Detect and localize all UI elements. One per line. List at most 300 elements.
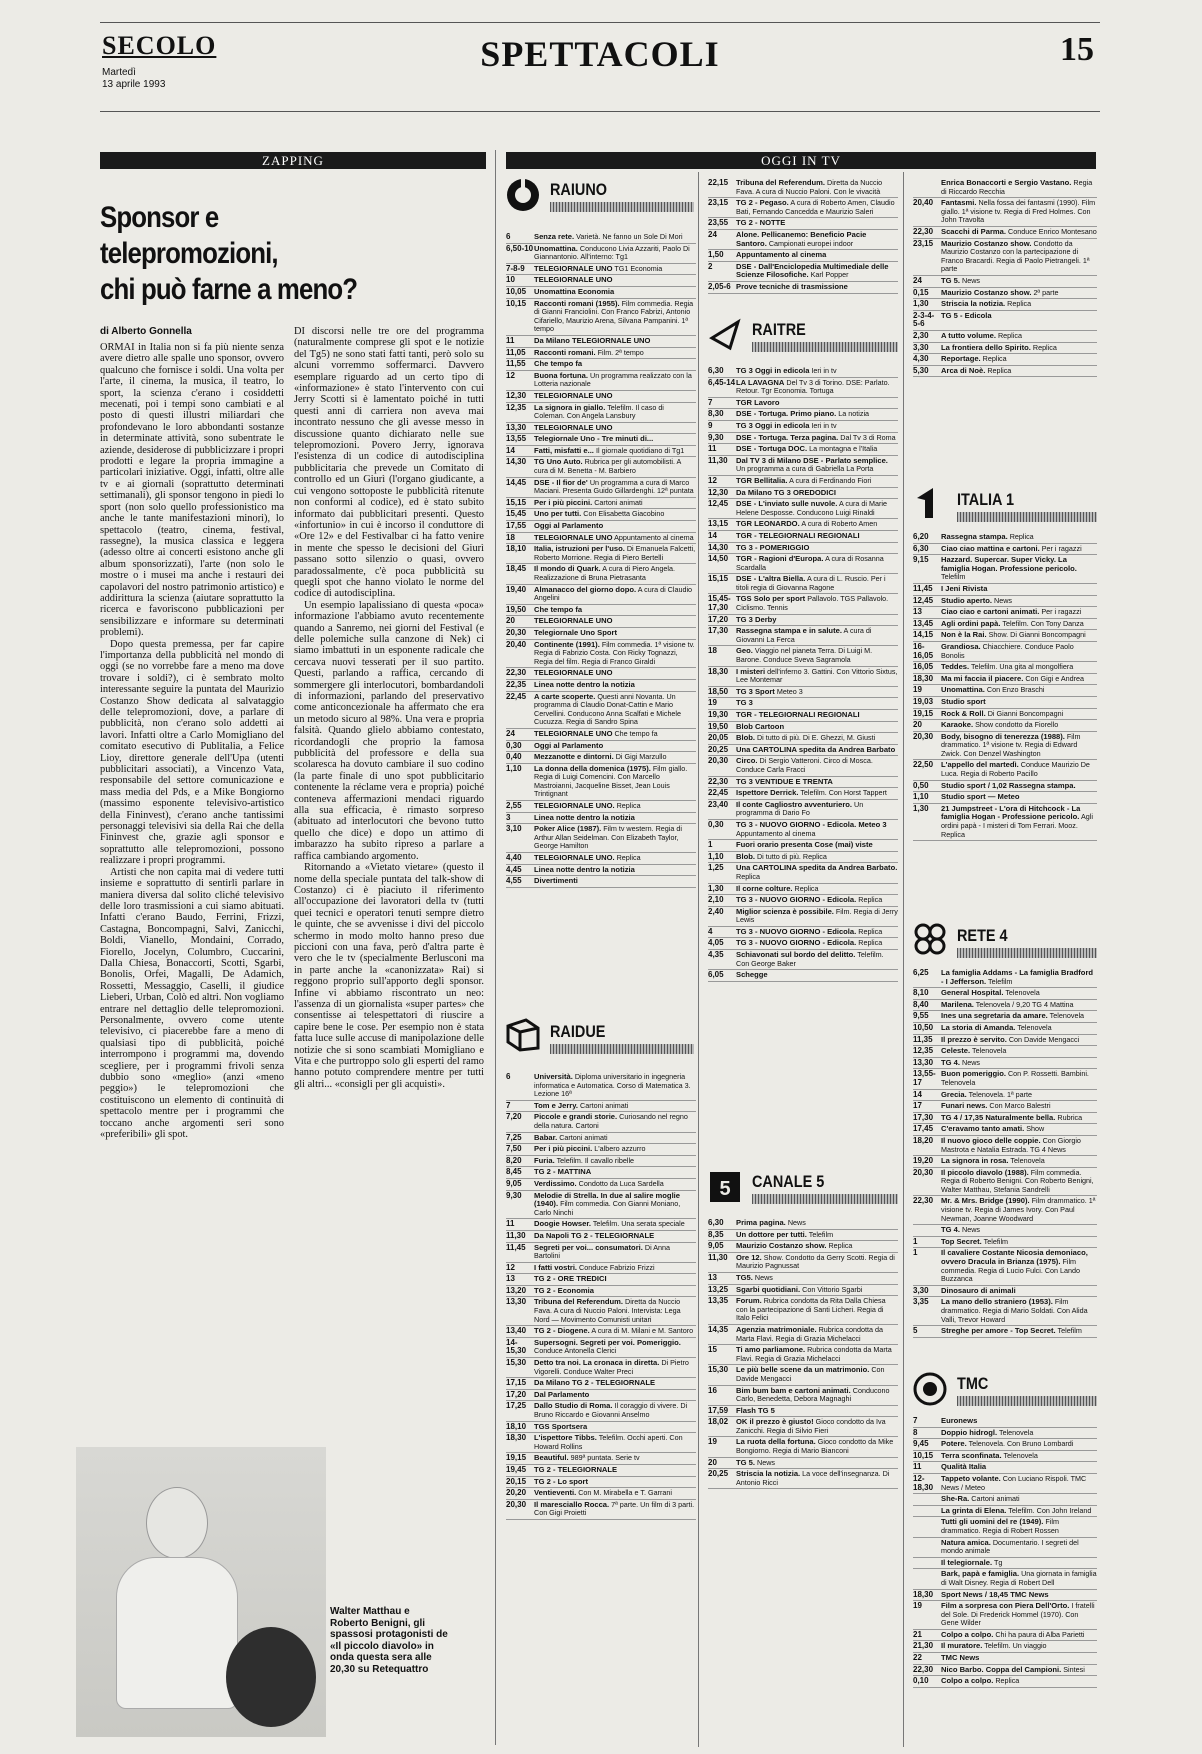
program-title: DSE - Il fior de' [534, 477, 590, 487]
program-title: La signora in giallo. [534, 402, 606, 412]
program-listing [506, 391, 696, 403]
program-info [736, 746, 898, 755]
program-info [534, 1379, 696, 1388]
program-listing [506, 1488, 696, 1500]
program-title: Ciao ciao mattina e cartoni. [941, 543, 1040, 553]
program-description: Nella fossa dei fantasmi (1990). Film giallo. 1ª visione tv. Regia di Fred Holmes. Con John Travolta [941, 198, 1096, 225]
program-time: 19 [913, 1601, 922, 1611]
program-title: Qualità Italia [941, 1462, 987, 1472]
program-listing [913, 1011, 1097, 1023]
program-title: Segreti per voi... consumatori. [534, 1242, 643, 1252]
program-info [941, 969, 1097, 986]
program-title: Terra sconfinata. [941, 1450, 1002, 1460]
program-info [534, 617, 696, 626]
program-description: La voce dell'insegnanza. Di Antonio Ricci [736, 1469, 890, 1487]
program-title: Doppio hidrogl. [941, 1427, 998, 1437]
program-title: Linea notte dentro la notizia [534, 864, 635, 874]
program-title: Schiavonati sul bordo del delitto. [736, 950, 856, 960]
program-listing [708, 378, 898, 398]
program-listing [708, 884, 898, 896]
program-listing [708, 1230, 898, 1242]
program-title: DSE - Dall'Enciclopedia Multimediale delle Scienze Filosofiche. [736, 261, 889, 280]
program-info [736, 477, 898, 486]
headline-line-2: chi può farne a meno? [100, 273, 358, 306]
program-time: 19,50 [506, 604, 527, 614]
program-time: 23,55 [708, 218, 729, 228]
program-time: 1,10 [913, 792, 929, 802]
program-description: Telefilm. Con John Ireland [1008, 1505, 1092, 1515]
program-listing [913, 1641, 1097, 1653]
program-listing [708, 499, 898, 519]
program-listing [913, 1196, 1097, 1225]
program-listing [708, 777, 898, 789]
program-description: Cartoni animati [559, 1132, 608, 1142]
program-info [941, 1001, 1097, 1010]
program-title: La donna della domenica (1975). [534, 763, 651, 773]
article-paragraph: ORMAI in Italia non si fa più niente senza avere dietro alle spalle uno sponsor, ovvero qualcuno che fornisce i soldi. Una volta per l'arte, il cinema, la musica, il teatro, lo sport, la scienza c'erano i cosiddetti mecenati, poi i tempi sono cambiati e al posto di questi illustri miliardari che profondevano le loro abbondanti sostanze in determinate attività, sono subentrate le aziende, desiderose di pubblicizzare i propri prodotti e legare la propria immagine a particolari iniziative. Oggi, infatti, oltre alle tv e ai giornali (soprattutto determinati settimanali), gli sponsor tengono in piedi lo sport (non solo quello professionistico ma anche le tante manifestazioni minori), lo spettacolo (teatro, cinema, festival, rassegne), la musica classica e leggera (adesso oltre ai concerti esistono anche gli album sponsorizzati), l'arte (non solo le mostre o i musei ma anche i restauri dei capolavori del nostro patrimonio artistico) e addirittura la scienza (aiutare soprattutto la ricerca e favoriscono pubblicazioni per sensibilizzare e informare su determinati problemi). [100, 342, 284, 639]
program-time: 15,45 [506, 509, 527, 519]
program-info [534, 802, 696, 811]
program-info [736, 896, 898, 905]
program-time: 20,05 [708, 733, 729, 743]
program-time: 10,50 [913, 1022, 934, 1032]
program-listing [708, 1345, 898, 1365]
program-description: Film commedia. Con Gianni Moniano, Carlo Ninchi [534, 1199, 681, 1217]
program-time: 4,30 [913, 354, 929, 364]
program-description: Telefilm [1057, 1326, 1082, 1336]
program-listing [506, 680, 696, 692]
program-title: Marilena. [941, 999, 974, 1009]
program-description: Telenovela / 9,20 TG 4 Mattina [975, 999, 1074, 1009]
program-time: 7,25 [506, 1132, 522, 1142]
program-title: TG 4. [941, 1057, 960, 1067]
program-time: 20,30 [913, 731, 934, 741]
program-time: 4,45 [506, 864, 522, 874]
program-info [941, 1654, 1097, 1663]
program-time: 19,15 [913, 708, 934, 718]
program-title: Poker Alice (1987). [534, 824, 602, 834]
program-listing [708, 262, 898, 282]
program-description: Tg [993, 1557, 1003, 1567]
program-description: Replica [995, 1676, 1020, 1686]
program-title: General Hospital. [941, 988, 1004, 998]
program-listing [913, 968, 1097, 988]
program-title: Blob. [736, 733, 755, 743]
program-description: Replica [858, 938, 883, 948]
program-description: Appuntamento al cinema [736, 828, 816, 838]
program-description: Rubrica condotta da Rita Dalla Chiesa con la partecipazione di Santi Licheri. Regia di Italo Felici [736, 1296, 886, 1323]
program-title: Fatti, misfatti e... [534, 445, 597, 455]
program-listing [506, 533, 696, 545]
program-listing [506, 1297, 696, 1326]
program-title: Funari news. [941, 1101, 988, 1111]
program-info [534, 606, 696, 615]
program-info [534, 1244, 696, 1261]
program-time: 6,25 [913, 968, 929, 977]
program-time: 14,50 [708, 554, 729, 564]
program-description: Film drammatico. Regia di Mario Soldati. Con Alida Valli, Trevor Howard [941, 1297, 1088, 1324]
program-time: 15,30 [506, 1358, 527, 1368]
program-time: 13,30 [506, 1297, 527, 1307]
channel-stripe [550, 202, 694, 212]
program-time: 3,30 [913, 342, 929, 352]
program-info [736, 595, 898, 612]
program-info [534, 854, 696, 863]
program-description: Il giornale quotidiano di Tg1 [596, 445, 685, 455]
program-info [941, 1249, 1097, 1283]
program-info [941, 1102, 1097, 1111]
program-listing [913, 1113, 1097, 1125]
column-divider [698, 172, 699, 1747]
program-info [534, 629, 696, 638]
program-info [941, 805, 1097, 839]
program-info [534, 522, 696, 531]
program-description: Film tv western. Regia di Arthur Allan Seidelman. Con Elizabeth Taylor, George Hamilton [534, 824, 682, 851]
program-info [941, 1238, 1097, 1247]
program-description: Show [1026, 1124, 1045, 1134]
program-description: Sintesi [1063, 1664, 1085, 1674]
program-info [736, 711, 898, 720]
program-title: TELEGIORNALE UNO [534, 668, 613, 678]
program-listing [506, 359, 696, 371]
program-info [736, 971, 898, 980]
program-description: Condotto da Maurizio Costanzo con la partecipazione di Franco Bracardi. Regia di Paolo Pietrangeli. 1ª parte [941, 238, 1090, 274]
program-listing [708, 615, 898, 627]
program-time: 8 [913, 1427, 918, 1437]
program-info [534, 742, 696, 751]
program-listing [708, 1296, 898, 1325]
program-info [941, 761, 1097, 778]
program-info [941, 367, 1097, 376]
program-time: 1,25 [708, 863, 724, 873]
program-info [534, 1168, 696, 1177]
program-time: 17,30 [913, 1112, 934, 1122]
program-info [941, 1507, 1097, 1516]
program-description: Film commedia. Regia di Roberto Benigni. Con Roberto Benigni, Walter Matthau, Stefania Sandrelli [941, 1167, 1094, 1194]
program-title: Bark, papà e famiglia. [941, 1569, 1020, 1579]
program-title: Ciao ciao e cartoni animati. [941, 607, 1040, 617]
program-time: 9,30 [708, 432, 724, 442]
program-time: 2 [708, 261, 713, 271]
program-time: 15,15 [506, 497, 527, 507]
program-description: Telenovela [998, 1427, 1034, 1437]
program-listing [506, 1378, 696, 1390]
program-info [941, 1495, 1097, 1504]
program-listing [506, 1072, 696, 1101]
channel-name: TMC [957, 1374, 989, 1393]
program-title: DSE - L'inviato sulle nuvole. [736, 499, 838, 509]
program-title: Colpo a colpo. [941, 1676, 994, 1686]
program-title: Blob. [736, 851, 755, 861]
program-info [941, 698, 1097, 707]
program-title: TG5. [736, 1272, 753, 1282]
program-title: Dal Parlamento [534, 1389, 590, 1399]
program-listing [708, 531, 898, 543]
program-time: 14,35 [708, 1324, 729, 1334]
program-listing [506, 1243, 696, 1263]
program-time: 20,15 [506, 1476, 527, 1486]
program-title: Prima pagina. [736, 1218, 786, 1227]
program-listing [913, 1494, 1097, 1506]
program-description: Chiacchiere. Conduce Paolo Bonolis [941, 641, 1074, 660]
program-description: Ieri in tv [811, 420, 837, 430]
program-time: 19 [708, 698, 717, 708]
program-info [736, 434, 898, 443]
program-time: 21,30 [913, 1641, 934, 1651]
program-title: Rassegna stampa. [941, 532, 1008, 541]
program-title: TG 2 - Lo sport [534, 1476, 588, 1486]
program-time: 3,10 [506, 824, 522, 834]
program-time: 13,55 [506, 434, 527, 444]
program-time: 18,30 [506, 1433, 527, 1443]
program-listing [708, 1406, 898, 1418]
program-listing [708, 820, 898, 840]
channel-header-canale5 [708, 1170, 898, 1214]
program-title: L'ispettore Tibbs. [534, 1433, 597, 1443]
program-title: Teddes. [941, 662, 970, 672]
program-title: Furia. [534, 1155, 555, 1165]
program-info [736, 1438, 898, 1455]
program-listing [913, 1517, 1097, 1537]
program-listing [708, 398, 898, 410]
column-divider [903, 172, 904, 1747]
program-listing [708, 626, 898, 646]
program-info [736, 616, 898, 625]
program-title: TG 5 - Edicola [941, 310, 992, 320]
photo-figure-body [116, 1557, 238, 1709]
program-title: Ispettore Derrick. [736, 788, 799, 798]
program-time: 18,20 [913, 1135, 934, 1145]
program-description: Telefilm. Il cavallo ribelle [556, 1155, 635, 1165]
program-info [534, 814, 696, 823]
program-listing [913, 596, 1097, 608]
program-time [913, 1570, 941, 1587]
program-title: Tappeto volante. [941, 1473, 1001, 1483]
program-time: 14,45 [506, 477, 527, 487]
program-title: Bim bum bam e cartoni animati. [736, 1385, 851, 1395]
program-description: Con Elisabetta Giacobino [583, 509, 665, 519]
program-time: 19 [913, 685, 922, 695]
program-time: 22,30 [506, 668, 527, 678]
program-time: 1 [708, 840, 713, 850]
channel-header-tmc [913, 1372, 1097, 1414]
program-info [534, 276, 696, 285]
program-description: Telenovela [1010, 1156, 1045, 1166]
program-listing [506, 275, 696, 287]
program-info [534, 392, 696, 401]
program-time: 18 [506, 532, 515, 542]
program-title: DSE - Tortuga DOC. [736, 444, 808, 454]
program-listing [506, 1144, 696, 1156]
program-description: A cura di Claudio Angelini [534, 584, 693, 603]
program-time: 18,10 [506, 544, 527, 554]
program-title: Uno per tutti. [534, 509, 582, 519]
section-title: SPETTACOLI [480, 34, 720, 74]
program-description: Telefilm [983, 1236, 1009, 1246]
program-time: 12,35 [913, 1046, 934, 1056]
program-time: 12 [506, 1262, 515, 1272]
program-listing [913, 988, 1097, 1000]
program-description: A cura di Ferdinando Fiori [789, 475, 872, 485]
program-description: News [994, 595, 1013, 605]
program-listing [913, 276, 1097, 288]
program-listing [913, 311, 1097, 331]
program-info [534, 681, 696, 690]
program-description: Telenovela [1003, 1450, 1038, 1460]
program-title: Almanacco del giorno dopo. [534, 584, 637, 594]
program-time: 20,40 [913, 198, 934, 208]
program-description: News [757, 1457, 775, 1467]
program-title: Reportage. [941, 354, 981, 364]
program-description: Telefilm [988, 976, 1013, 986]
program-title: Flash TG 5 [736, 1405, 775, 1415]
program-listing [506, 1101, 696, 1113]
program-title: TG 3 [736, 698, 753, 708]
program-title: TG 3 - NUOVO GIORNO - Edicola. [736, 938, 857, 948]
program-title: Body, bisogno di tenerezza (1988). [941, 731, 1065, 741]
program-time: 11,30 [708, 455, 728, 465]
program-listing [506, 1219, 696, 1231]
program-title: TG 3 - NUOVO GIORNO - Edicola. [736, 895, 857, 905]
program-time: 14,30 [708, 542, 729, 552]
program-time: 11 [913, 1462, 922, 1472]
program-title: TG 3 Sport [736, 686, 775, 696]
program-listing [708, 409, 898, 421]
program-listing [708, 230, 898, 250]
program-time: 19,40 [506, 584, 527, 594]
program-time: 6 [506, 232, 511, 241]
program-time: 13,45 [913, 618, 934, 628]
program-time: 13 [506, 1274, 515, 1284]
program-info [534, 479, 696, 496]
program-time: 4,40 [506, 853, 522, 863]
program-title: Buon pomeriggio. [941, 1069, 1006, 1079]
program-info [534, 1232, 696, 1241]
program-title: Unomattina. [534, 243, 578, 253]
program-listing [708, 733, 898, 745]
program-time: 13,55-17 [913, 1069, 936, 1087]
program-info [534, 233, 696, 242]
program-title: La grinta di Elena. [941, 1505, 1007, 1515]
program-time: 8,35 [708, 1229, 724, 1239]
program-title: Buona fortuna. [534, 370, 588, 380]
program-listing [913, 366, 1097, 378]
program-info [941, 1114, 1097, 1123]
program-info [941, 597, 1097, 606]
program-listing [708, 927, 898, 939]
program-time: 1,10 [506, 763, 522, 773]
program-description: Conduce Antonella Clerici [534, 1346, 617, 1356]
program-title: L'appello del martedì. [941, 760, 1019, 770]
program-info [736, 1418, 898, 1435]
program-time: 3,35 [913, 1297, 929, 1307]
program-title: C'eravamo tanto amati. [941, 1124, 1025, 1134]
program-description: I fratelli del Sole. Di Frederick Hommel (1970). Con Gene Wilder [941, 1601, 1095, 1628]
program-listing [913, 1000, 1097, 1012]
program-title: Mr. & Mrs. Bridge (1990). [941, 1196, 1030, 1206]
program-info [534, 435, 696, 444]
schedule-raidue-continued [708, 178, 898, 308]
program-info [534, 1275, 696, 1284]
program-info [534, 825, 696, 851]
program-info [941, 733, 1097, 759]
program-time: 8,40 [913, 999, 929, 1009]
program-title: Studio sport — Meteo [941, 792, 1020, 802]
program-description: Replica [1032, 342, 1057, 352]
program-title: Euronews [941, 1416, 978, 1425]
program-listing [913, 1416, 1097, 1428]
program-listing [913, 1237, 1097, 1249]
program-title: Per i più piccini. [534, 497, 593, 507]
program-time: 17,45 [913, 1124, 934, 1134]
program-time: 17,55 [506, 521, 527, 531]
program-description: Rubrica condotta da Marta Flavi. Regia di Grazia Michelacci [736, 1324, 883, 1343]
program-info [534, 693, 696, 727]
program-info [941, 355, 1097, 364]
program-time [913, 1507, 941, 1516]
program-title: LA LAVAGNA [736, 377, 785, 387]
program-description: Con Giorgio Mastrota e Natalia Estrada. TG 4 News [941, 1135, 1081, 1154]
program-time: 24 [506, 728, 515, 738]
program-listing [708, 852, 898, 864]
program-listing [506, 801, 696, 813]
program-listing [913, 1569, 1097, 1589]
program-listing [913, 1590, 1097, 1602]
program-info [736, 179, 898, 196]
program-title: Blob Cartoon [736, 721, 785, 731]
program-info [736, 1470, 898, 1487]
program-time: 19 [708, 1437, 717, 1447]
program-title: Racconti romani (1955). [534, 298, 620, 308]
program-description: Che tempo fa [614, 728, 658, 738]
program-description: Telenovela [1005, 988, 1040, 998]
program-time: 15,45-17,30 [708, 594, 731, 613]
program-listing [708, 1218, 898, 1230]
program-time: 0,40 [506, 752, 522, 762]
program-title: A carte scoperte. [534, 691, 596, 701]
program-time: 0,10 [913, 1676, 929, 1686]
program-listing [913, 685, 1097, 697]
program-info [534, 337, 696, 346]
program-time: 10 [506, 275, 515, 285]
program-title: Nico Barbo. Coppa del Campioni. [941, 1664, 1062, 1674]
program-description: Gioco condotto da Iva Zanicchi. Regia di Silvio Fieri [736, 1417, 886, 1435]
program-time: 12 [708, 475, 717, 485]
program-listing [506, 287, 696, 299]
program-time: 1,30 [708, 883, 724, 893]
schedule-raidue [506, 1072, 696, 1742]
program-listing [506, 498, 696, 510]
program-title: Hazzard. Supercar. Super Vicky. La famiglia Hogan. Professione pericolo. [941, 555, 1077, 573]
program-time: 22,45 [506, 691, 527, 701]
program-info [534, 1391, 696, 1400]
channel-header-rete4 [913, 922, 1097, 966]
program-description: Telefilm. Un viaggio [984, 1641, 1047, 1651]
program-info [941, 1452, 1097, 1461]
program-title: Agenzia matrimoniale. [736, 1324, 817, 1334]
program-title: TELEGIORNALE UNO. [534, 801, 615, 811]
program-info [736, 457, 898, 474]
program-listing [913, 697, 1097, 709]
program-listing [506, 244, 696, 264]
program-title: Ines una segretaria da amare. [941, 1011, 1048, 1021]
article-paragraph: Dopo questa premessa, per far capire l'importanza della pubblicità nel mondo di oggi (se no vorrebbe fare a meno ma dove trovare i soldi?), ci è sembrato molto interessante seguire la puntata del Maurizio Costanzo Show dedicata al salvataggio delle telepromozioni, dove, a parlare di pubblicità, non c'erano solo addetti ai lavori. Infatti oltre a Carlo Momigliano del comitato esecutivo di Publitalia, a Felice Lioy, direttore generale dell'Upa (utenti pubblicitari associati), a Vincenzo Vata, responsabile del settore comunicazione e mass media del Pds, e a Mike Bongiorno (massimo esponente televisivo-artistico della Fininvest), c'erano anche tantissimi personaggi televisivi sia della Rai che della Fininvest che, grazie agli sponsor e soprattutto alle telepromozioni, possono realizzare i propri programmi. [100, 638, 284, 867]
program-time: 11,45 [913, 583, 933, 593]
program-time: 8,10 [913, 988, 929, 998]
program-description: News [754, 1272, 773, 1282]
program-title: TGS Solo per sport [736, 594, 806, 604]
program-description: 7ª parte. Un film di 3 parti. Con Gigi Proietti [534, 1499, 695, 1518]
